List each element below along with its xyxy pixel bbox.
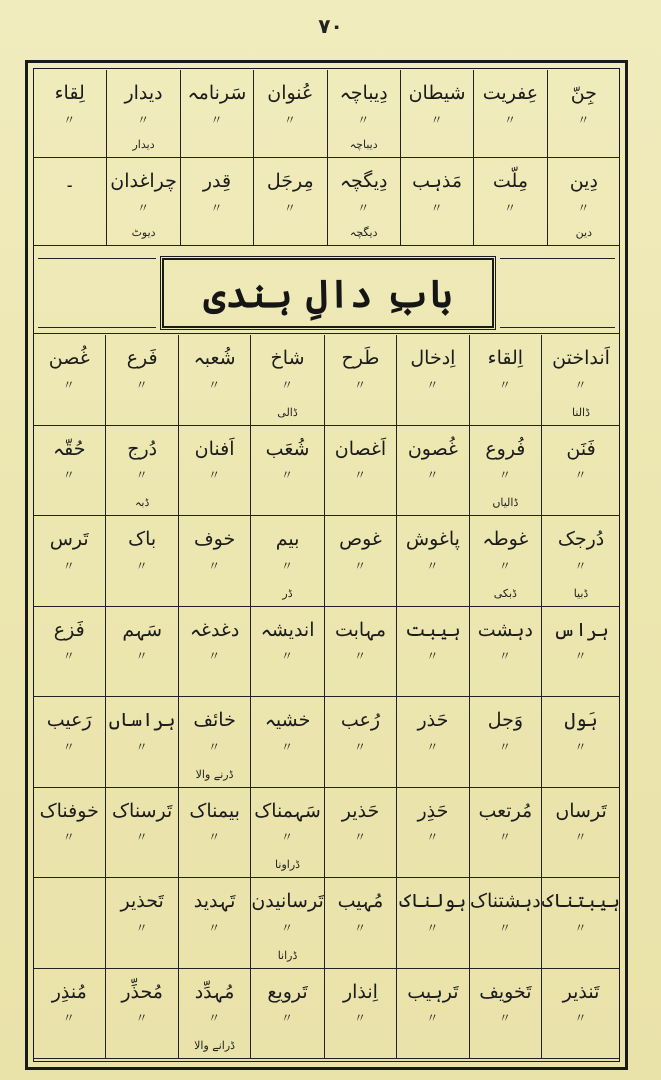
entry-word: ہیبتناک [542,890,620,912]
entry-word: غوطہ [482,528,529,550]
entry-word: پاغوش [405,528,460,550]
entry-word: تَرس [49,528,89,550]
word-cell [400,158,473,246]
entry-word: فَرع [126,347,158,369]
ditto-mark: 〃 [62,1011,76,1026]
entry-gloss: ڈرانا [277,948,298,962]
word-cell [250,697,323,788]
entry-word: فُروع [485,437,526,460]
ditto-mark: 〃 [62,830,76,845]
word-cell [33,516,105,607]
entry-word: مِرجَل [266,170,314,192]
word-cell [178,335,250,426]
entry-word: شُعبہ [193,347,236,369]
entry-word: جِنّ [570,82,597,104]
entry-word: ہولناک [399,890,467,912]
ditto-mark: 〃 [210,200,224,215]
ditto-mark: 〃 [503,200,517,215]
entry-gloss: ڈر [282,586,293,600]
word-cell [469,878,541,969]
entry-word: دہشت [477,618,533,641]
entry-word: اَفنان [194,437,235,460]
entry-word: عُنوان [267,82,314,104]
top-word-table [33,70,620,246]
entry-word: شاخ [270,347,305,369]
entry-word: سَہمناک [254,799,321,822]
entry-word: غُصن [48,347,90,369]
entry-word: غوص [339,528,382,550]
entry-word: دغدغہ [189,618,240,641]
ditto-mark: 〃 [208,830,222,845]
ditto-mark: 〃 [426,1011,440,1026]
word-cell [400,70,473,158]
word-cell [324,426,396,517]
ditto-mark: 〃 [208,558,222,573]
entry-word: اَغصان [334,437,387,460]
ditto-mark: 〃 [426,920,440,935]
ditto-mark: 〃 [498,558,512,573]
entry-word: طَرح [341,347,380,369]
ditto-mark: 〃 [208,1011,222,1026]
word-cell [250,788,323,879]
entry-word: ہراس [553,618,609,641]
entry-word: حَذیر [341,799,380,822]
entry-gloss: دیباچہ [349,138,378,151]
ditto-mark: 〃 [426,649,440,664]
entry-word: بیمناک [189,799,240,822]
entry-word: مُحذِّر [121,980,163,1003]
entry-gloss: دیوٹ [131,226,156,239]
word-cell [541,426,620,517]
entry-word: تَہدید [193,890,236,912]
ditto-mark: 〃 [208,920,222,935]
ditto-mark: 〃 [281,920,295,935]
ditto-mark: 〃 [135,1011,149,1026]
word-cell [178,697,250,788]
word-cell [324,788,396,879]
entry-gloss: ڈالنا [572,405,591,419]
word-cell [396,788,468,879]
word-cell [541,516,620,607]
word-cell [105,426,177,517]
ditto-mark: 〃 [503,112,517,127]
entry-word: قِدر [202,170,232,192]
entry-word: مُنذِر [51,980,87,1003]
ditto-mark: 〃 [498,1011,512,1026]
word-cell [547,70,620,158]
ditto-mark: 〃 [281,830,295,845]
entry-word: دُرج [127,437,158,460]
entry-word: مہابت [334,618,386,641]
entry-word: دِیگچہ [339,170,388,192]
entry-word: باک [128,528,157,550]
word-cell [178,426,250,517]
entry-word: ہراساں [108,709,176,731]
word-cell [106,158,179,246]
entry-gloss: ڈالی [277,405,298,419]
ditto-mark: 〃 [208,468,222,483]
entry-word: خشیہ [264,709,311,731]
word-cell [469,697,541,788]
word-cell [33,697,105,788]
word-cell [250,426,323,517]
ditto-mark: 〃 [281,1011,295,1026]
ditto-mark: 〃 [426,468,440,483]
word-cell [180,158,253,246]
ditto-mark: 〃 [353,468,367,483]
entry-word: تَنذیر [562,980,600,1003]
entry-gloss: ڈبہ [134,496,150,509]
word-cell [178,969,250,1060]
entry-word: سَہم [122,618,163,641]
word-cell [105,878,177,969]
ditto-mark: 〃 [281,377,295,392]
word-cell [33,335,105,426]
word-cell [33,607,105,698]
ditto-mark: 〃 [137,200,151,215]
ditto-mark: 〃 [62,558,76,573]
ditto-mark: 〃 [357,200,371,215]
ditto-mark: 〃 [574,920,588,935]
entry-word: رَعیب [46,709,92,731]
ditto-mark: 〃 [574,558,588,573]
ditto-mark: 〃 [426,739,440,754]
heading-side-rule-right [500,258,615,328]
ditto-mark: 〃 [353,558,367,573]
word-cell [396,607,468,698]
ditto-mark: 〃 [353,830,367,845]
ditto-mark: 〃 [426,830,440,845]
entry-word: بیم [275,528,300,550]
entry-word: رُعب [340,709,381,731]
word-cell [250,607,323,698]
ditto-mark: 〃 [135,920,149,935]
entry-word: اندیشہ [260,618,315,641]
entry-gloss: ڈبیا [573,586,589,600]
entry-gloss: ڈالیاں [492,496,519,509]
ditto-mark: 〃 [353,377,367,392]
word-cell [33,426,105,517]
word-cell [469,607,541,698]
word-cell [178,516,250,607]
word-cell [473,158,546,246]
word-cell [324,878,396,969]
main-word-table [33,335,620,1059]
entry-word: فَنَن [566,437,596,460]
ditto-mark: 〃 [353,739,367,754]
ditto-mark: 〃 [135,649,149,664]
ditto-mark: 〃 [574,1011,588,1026]
entry-word: عِفریت [482,82,539,104]
word-cell [541,697,620,788]
entry-word: تَخویف [479,980,532,1003]
ditto-mark: 〃 [62,468,76,483]
heading-side-rule-left [38,258,156,328]
word-cell [324,969,396,1060]
ditto-mark: 〃 [498,920,512,935]
entry-word: ہَول [564,709,598,731]
ditto-mark: 〃 [283,112,297,127]
entry-word: اِدخال [410,347,456,369]
word-cell [396,426,468,517]
word-cell [324,516,396,607]
entry-word: لِقاء [54,82,85,104]
ditto-mark: 〃 [353,920,367,935]
entry-word: چراغدان [110,170,177,192]
word-cell [33,878,105,969]
word-cell [105,788,177,879]
ditto-mark: 〃 [498,468,512,483]
ditto-mark: 〃 [281,558,295,573]
entry-gloss: ڈرنے والا [195,767,234,781]
page-number: ۷۰ [318,14,343,38]
ditto-mark: 〃 [135,377,149,392]
ditto-mark: 〃 [498,377,512,392]
word-cell [250,516,323,607]
ditto-mark: 〃 [574,739,588,754]
word-cell [469,969,541,1060]
word-cell [541,788,620,879]
word-cell [178,878,250,969]
word-cell [396,335,468,426]
ditto-mark: 〃 [135,739,149,754]
word-cell [106,70,179,158]
word-cell [469,788,541,879]
entry-word: حَذر [417,709,449,731]
word-cell [178,788,250,879]
ditto-mark: 〃 [208,739,222,754]
entry-word: خائف [193,709,236,731]
word-cell [250,969,323,1060]
entry-word: مُہدِّد [194,980,235,1003]
word-cell [396,969,468,1060]
entry-gloss: دین [575,226,592,239]
ditto-mark: 〃 [63,112,77,127]
entry-word: دِیباچہ [339,82,388,104]
ditto-mark: 〃 [62,649,76,664]
word-cell [541,335,620,426]
word-cell [105,516,177,607]
ditto-mark: 〃 [498,649,512,664]
word-cell [547,158,620,246]
ditto-mark: 〃 [574,830,588,845]
entry-word: حَذِر [417,799,449,822]
entry-word: اَنداختن [552,347,610,369]
entry-word: شیطان [408,82,466,104]
word-cell [324,697,396,788]
ditto-mark: 〃 [135,558,149,573]
entry-word: دُرجک [557,528,605,550]
ditto-mark: 〃 [430,200,444,215]
entry-word: دیدار [124,82,163,104]
word-cell [33,788,105,879]
word-cell [33,158,106,246]
word-cell [396,878,468,969]
entry-gloss: ڈراونا [275,858,301,871]
word-cell [253,70,326,158]
word-cell [180,70,253,158]
entry-word: ہیبت [405,618,461,641]
word-cell [469,426,541,517]
ditto-mark: 〃 [357,112,371,127]
entry-word: مِلّت [492,170,528,192]
entry-word: غُصون [407,437,458,460]
entry-word: تَرسناک [112,799,173,822]
ditto-mark: 〃 [426,377,440,392]
entry-gloss: دیگچہ [349,226,378,239]
entry-word: تَحذیر [120,890,164,912]
entry-word: ۔ [64,170,76,192]
ditto-mark: 〃 [577,200,591,215]
ditto-mark: 〃 [498,739,512,754]
entry-word: اِنذار [342,980,378,1003]
entry-word: تَرسانیدن [251,890,324,912]
entry-word: تَرساں [555,799,607,822]
word-cell [541,878,620,969]
ditto-mark: 〃 [430,112,444,127]
word-cell [327,70,400,158]
word-cell [253,158,326,246]
word-cell [105,607,177,698]
section-heading: بابِ دالِ ہندی [203,270,453,316]
entry-word: اِلقاء [487,347,524,369]
entry-word: شُعَب [265,437,310,460]
word-cell [324,335,396,426]
entry-word: سَرنامہ [187,82,247,104]
word-cell [473,70,546,158]
entry-word: تَرہیب [407,980,459,1003]
word-cell [178,607,250,698]
entry-word: خوف [193,528,236,550]
word-cell [33,70,106,158]
ditto-mark: 〃 [208,649,222,664]
word-cell [324,607,396,698]
entry-word: فَزع [53,618,85,641]
entry-word: مُہیب [337,890,384,912]
entry-word: تَرویع [267,980,308,1003]
word-cell [541,969,620,1060]
word-cell [541,607,620,698]
ditto-mark: 〃 [574,468,588,483]
ditto-mark: 〃 [281,649,295,664]
word-cell [250,335,323,426]
ditto-mark: 〃 [283,200,297,215]
word-cell [250,878,323,969]
entry-word: مَذہب [412,170,463,192]
word-cell [105,697,177,788]
entry-word: وَجل [487,709,523,731]
ditto-mark: 〃 [281,739,295,754]
word-cell [327,158,400,246]
word-cell [396,516,468,607]
entry-word: خوفناک [39,799,99,822]
ditto-mark: 〃 [137,112,151,127]
ditto-mark: 〃 [208,377,222,392]
ditto-mark: 〃 [426,558,440,573]
entry-word: حُقّہ [52,437,86,460]
entry-gloss: ڈرانے والا [194,1039,236,1052]
ditto-mark: 〃 [353,1011,367,1026]
ditto-mark: 〃 [210,112,224,127]
ditto-mark: 〃 [574,377,588,392]
word-cell [396,697,468,788]
entry-word: دِین [569,170,598,192]
ditto-mark: 〃 [577,112,591,127]
entry-word: مُرتعب [478,799,533,822]
ditto-mark: 〃 [498,830,512,845]
entry-gloss: دیدار [132,138,155,151]
word-cell [105,335,177,426]
ditto-mark: 〃 [62,377,76,392]
entry-word: دہشتناک [469,890,541,912]
entry-gloss: ڈبکی [493,586,517,600]
ditto-mark: 〃 [135,468,149,483]
ditto-mark: 〃 [62,739,76,754]
ditto-mark: 〃 [135,830,149,845]
word-cell [469,335,541,426]
word-cell [105,969,177,1060]
ditto-mark: 〃 [574,649,588,664]
word-cell [469,516,541,607]
ditto-mark: 〃 [353,649,367,664]
ditto-mark: 〃 [281,468,295,483]
section-heading-box [162,258,494,328]
word-cell [33,969,105,1060]
